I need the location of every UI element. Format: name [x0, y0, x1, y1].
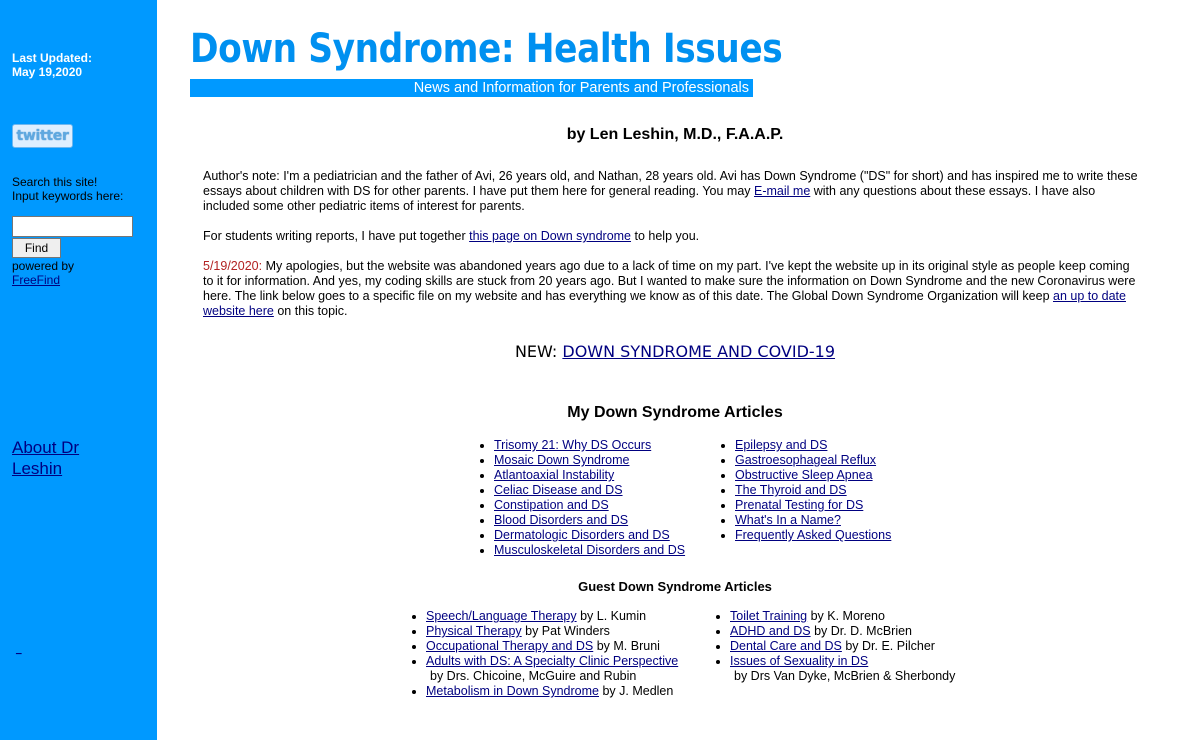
list-item — [730, 639, 955, 654]
list-item — [494, 513, 685, 528]
article-link[interactable]: Dermatologic Disorders and DS — [494, 528, 670, 542]
banner-subtitle-bar — [190, 79, 753, 97]
update-text: My apologies, but the website was abandoned years ago due to a lack of time on my part. I've kept the website up in its original style as people keep coming to it for information. And yes, my coding skills are stuck from 20 years ago. But I wanted to make sure the information on Down Syndrome and the new Coronavirus were here. The link below goes to a specific file on my website and has everything we know as of this date. The Global Down Syndrome Organization will keep — [203, 259, 1136, 303]
main-content — [157, 0, 1200, 740]
guest-articles-heading: Guest Down Syndrome Articles — [578, 579, 772, 594]
guest-article-link[interactable]: Physical Therapy — [426, 624, 522, 638]
list-item — [735, 528, 891, 543]
guest-article-link[interactable]: Toilet Training — [730, 609, 808, 623]
last-updated-date: May 19,2020 — [12, 65, 83, 79]
students-page-link[interactable]: this page on Down syndrome — [469, 229, 632, 243]
article-link[interactable]: Epilepsy and DS — [735, 438, 828, 452]
list-item — [494, 438, 685, 453]
powered-by — [12, 259, 74, 287]
students-text-end: to help you. — [631, 229, 700, 243]
guest-articles-list-2 — [712, 609, 955, 684]
guest-article-link[interactable]: Occupational Therapy and DS — [426, 639, 594, 653]
list-item — [426, 639, 678, 654]
guest-article-author: by M. Bruni — [593, 639, 660, 653]
students-text: For students writing reports, I have put together — [203, 229, 470, 243]
guest-article-author: by Drs Van Dyke, McBrien & Sherbondy — [734, 669, 956, 683]
sidebar — [0, 0, 157, 740]
list-item — [494, 528, 685, 543]
guest-article-author: by J. Medlen — [599, 684, 674, 698]
guest-article-link[interactable]: Speech/Language Therapy — [426, 609, 577, 623]
guest-article-link[interactable]: Dental Care and DS — [730, 639, 842, 653]
list-item — [735, 468, 891, 483]
author-byline: by Len Leshin, M.D., F.A.A.P. — [566, 126, 784, 143]
article-link[interactable]: Gastroesophageal Reflux — [735, 453, 877, 467]
about-dr-leshin-image-link[interactable]: About Dr Leshin — [12, 438, 80, 478]
list-item — [426, 624, 678, 639]
students-note — [203, 229, 1143, 244]
list-item — [735, 513, 891, 528]
article-link[interactable]: Trisomy 21: Why DS Occurs — [494, 438, 652, 452]
list-item — [735, 438, 891, 453]
article-link[interactable]: What's In a Name? — [735, 513, 841, 527]
search-label — [12, 175, 123, 203]
article-link[interactable]: Prenatal Testing for DS — [735, 498, 864, 512]
list-item — [735, 498, 891, 513]
list-item — [730, 654, 955, 684]
covid-prefix: NEW: — [514, 342, 563, 361]
list-item — [494, 453, 685, 468]
find-button[interactable]: Find — [12, 238, 61, 258]
list-item — [426, 684, 678, 699]
my-articles-heading: My Down Syndrome Articles — [567, 404, 783, 421]
guest-articles-list-1 — [408, 609, 678, 699]
article-link[interactable]: Musculoskeletal Disorders and DS — [494, 543, 686, 557]
search-input[interactable] — [12, 216, 133, 237]
article-link[interactable]: Atlantoaxial Instability — [494, 468, 615, 482]
list-item — [730, 624, 955, 639]
author-note-text-end: with any questions about these essays. I have also included some other pediatric items of interest for parents. — [203, 184, 1096, 213]
update-date: 5/19/2020: — [203, 259, 263, 273]
guest-article-author: by K. Moreno — [807, 609, 885, 623]
author-note — [203, 169, 1143, 214]
list-item — [494, 543, 685, 558]
guest-article-author: by Dr. D. McBrien — [810, 624, 913, 638]
site-title: Down Syndrome: Health Issues — [190, 26, 783, 72]
sidebar-small-link[interactable]: _ — [16, 644, 22, 655]
guest-article-author: by L. Kumin — [576, 609, 647, 623]
article-link[interactable]: Blood Disorders and DS — [494, 513, 629, 527]
list-item — [494, 483, 685, 498]
article-link[interactable]: Mosaic Down Syndrome — [494, 453, 630, 467]
guest-article-link[interactable]: Adults with DS: A Specialty Clinic Perspective — [426, 654, 679, 668]
site-banner — [190, 24, 783, 100]
article-link[interactable]: The Thyroid and DS — [735, 483, 847, 497]
list-item — [494, 468, 685, 483]
last-updated-label: Last Updated: — [12, 51, 93, 65]
covid-link[interactable]: DOWN SYNDROME AND COVID-19 — [562, 342, 836, 361]
list-item — [735, 483, 891, 498]
update-text-end: on this topic. — [273, 304, 348, 318]
twitter-button[interactable] — [12, 124, 73, 148]
update-note — [203, 259, 1143, 319]
search-label-line2: Input keywords here: — [12, 189, 124, 203]
guest-article-author: by Pat Winders — [521, 624, 610, 638]
guest-article-link[interactable]: ADHD and DS — [730, 624, 811, 638]
guest-article-link[interactable]: Metabolism in Down Syndrome — [426, 684, 599, 698]
last-updated — [12, 51, 92, 79]
article-link[interactable]: Obstructive Sleep Apnea — [735, 468, 873, 482]
freefind-link[interactable]: FreeFind — [12, 273, 61, 287]
author-note-text: Author's note: I'm a pediatrician and the father of Avi, 26 years old, and Nathan, 28 years old. Avi has Down Syndrome ("DS" for short) and has inspired me to write these essays about children with DS for other parents. I have put them here for general reading. You may — [203, 169, 1138, 198]
global-ds-link[interactable]: an up to date website here — [203, 289, 1126, 318]
guest-article-author: by Drs. Chicoine, McGuire and Rubin — [430, 669, 637, 683]
list-item — [426, 609, 678, 624]
article-link[interactable]: Constipation and DS — [494, 498, 609, 512]
article-link[interactable]: Frequently Asked Questions — [735, 528, 892, 542]
site-subtitle: News and Information for Parents and Professionals — [413, 80, 749, 96]
search-label-line1: Search this site! — [12, 175, 98, 189]
covid-announcement — [157, 342, 1193, 361]
my-articles-list-2 — [717, 438, 891, 543]
list-item — [735, 453, 891, 468]
guest-article-author: by Dr. E. Pilcher — [841, 639, 935, 653]
list-item — [730, 609, 955, 624]
article-link[interactable]: Celiac Disease and DS — [494, 483, 623, 497]
list-item — [426, 654, 678, 684]
email-link[interactable]: E-mail me — [754, 184, 811, 198]
list-item — [494, 498, 685, 513]
powered-by-label: powered by — [12, 259, 75, 273]
twitter-logo: twitter — [16, 128, 69, 144]
my-articles-list-1 — [476, 438, 685, 558]
guest-article-link[interactable]: Issues of Sexuality in DS — [730, 654, 869, 668]
